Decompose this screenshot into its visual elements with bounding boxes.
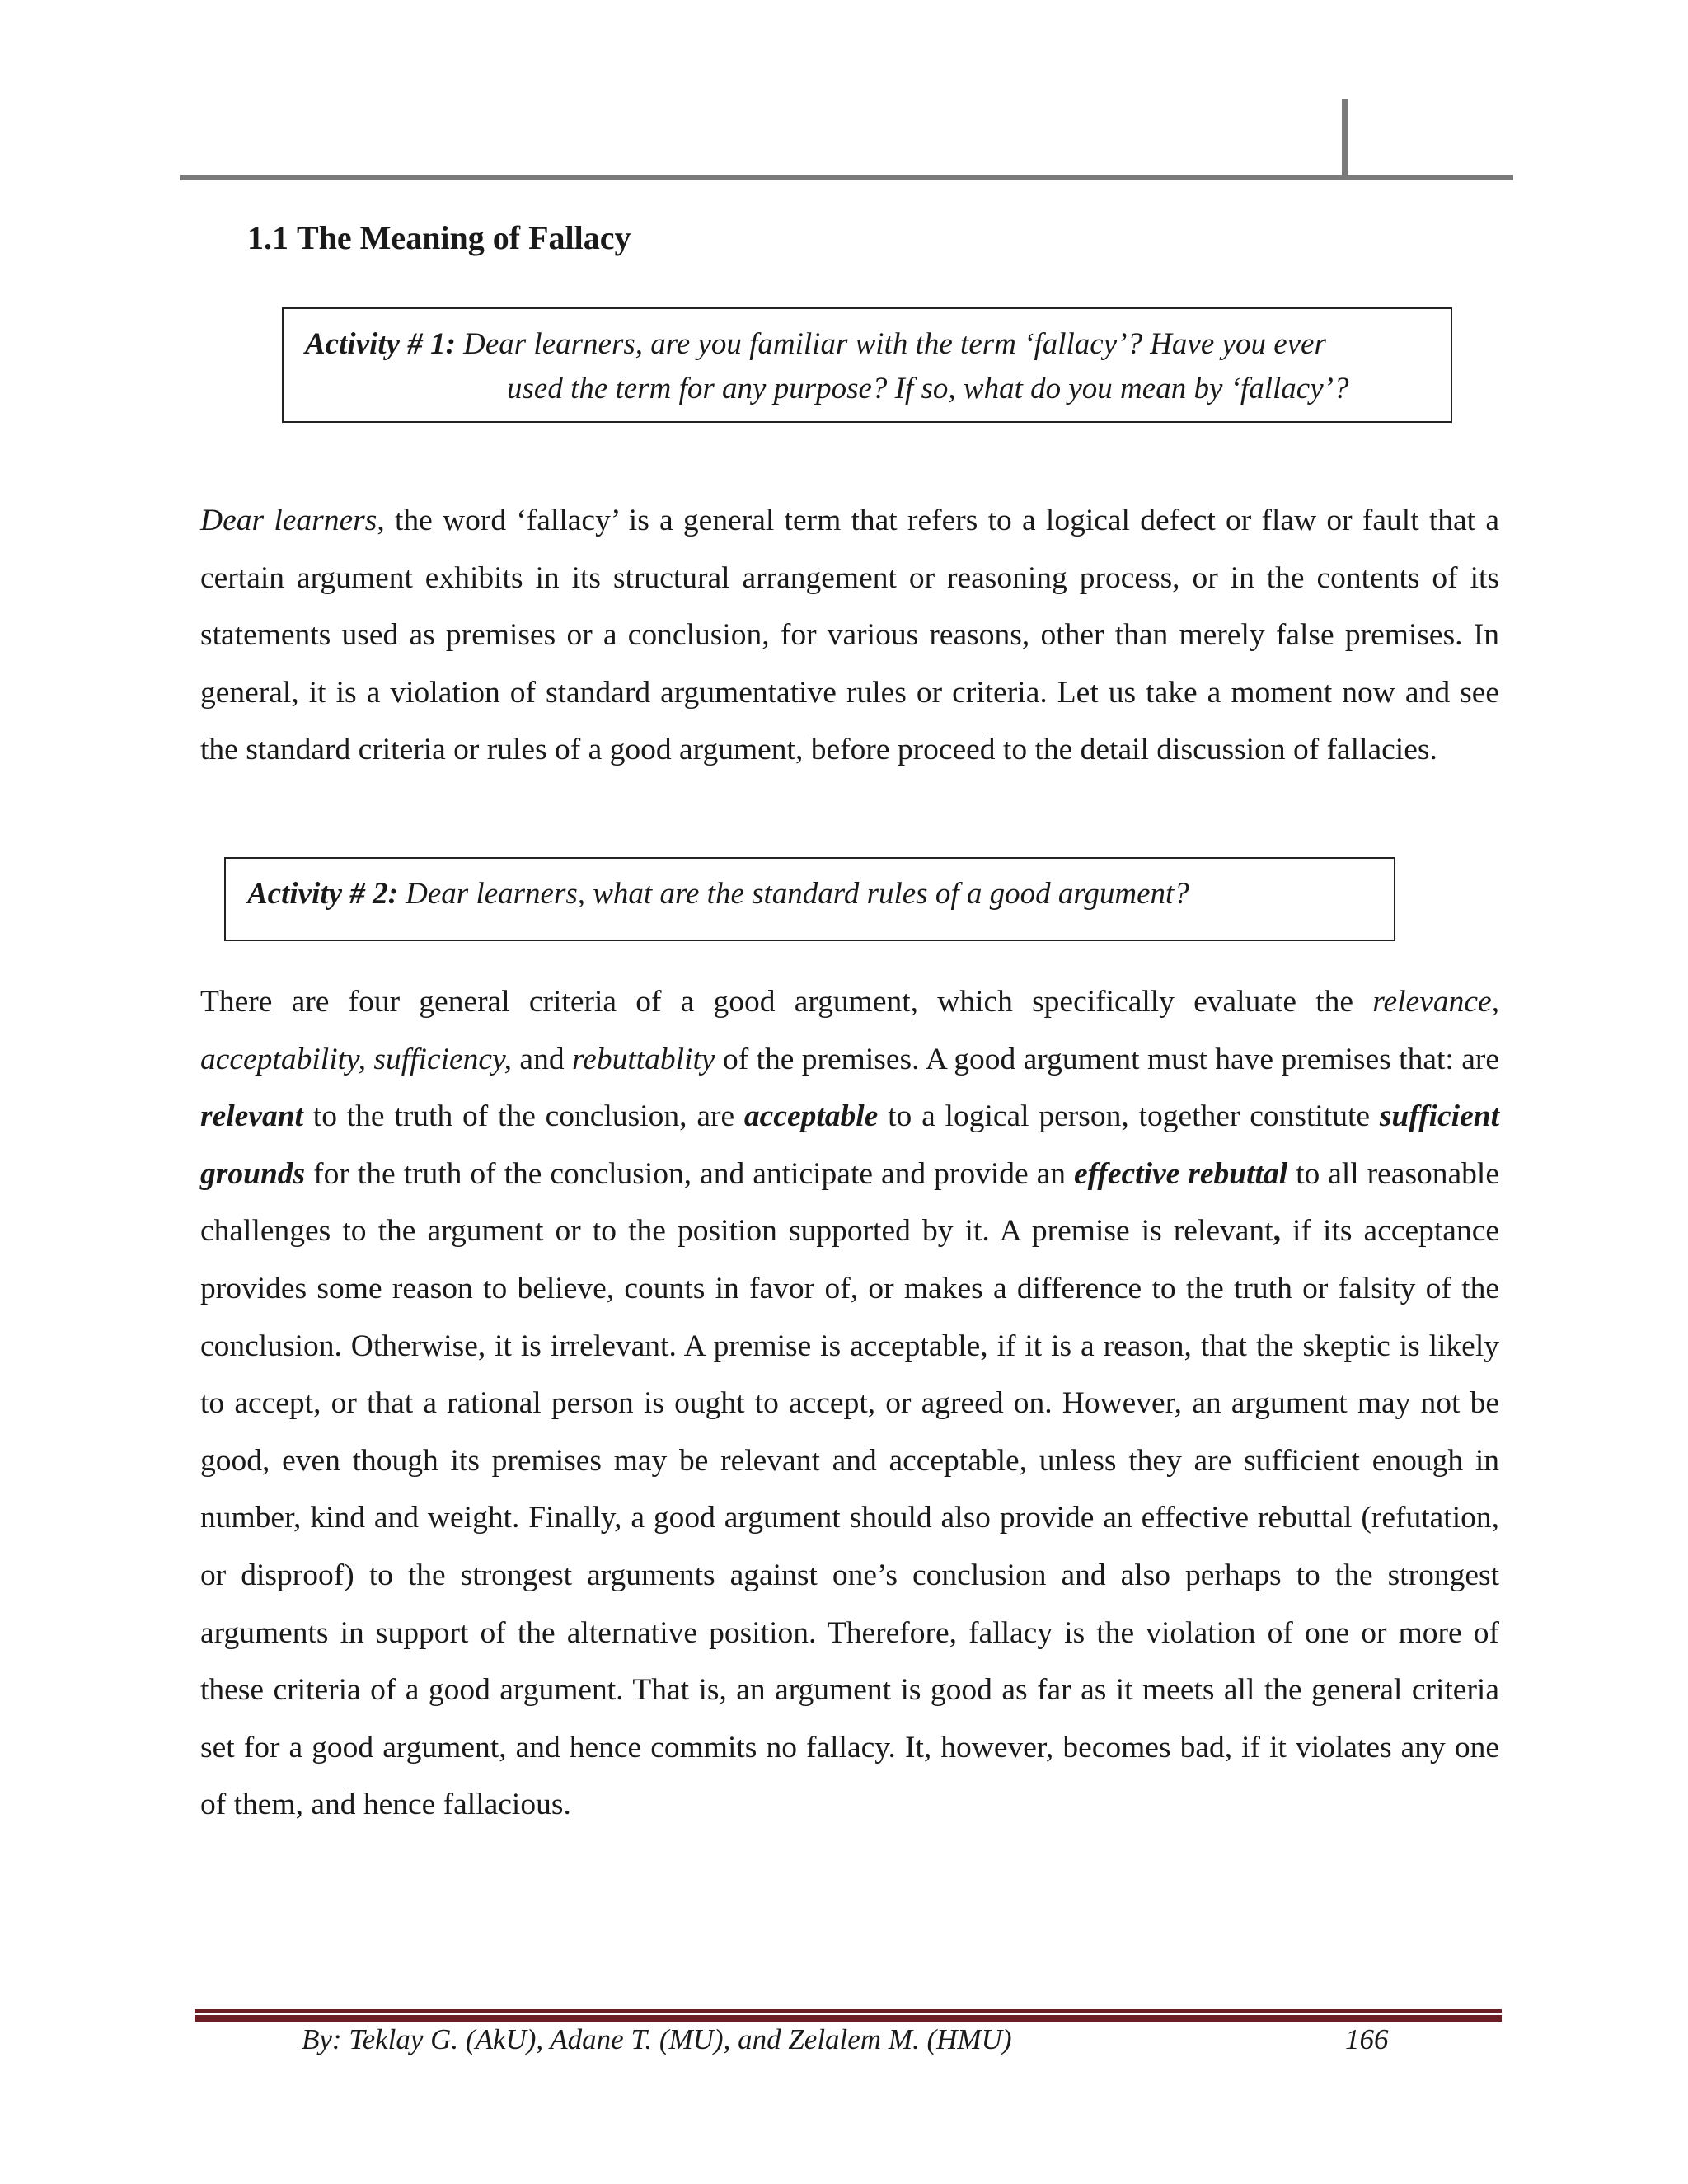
p2-text-4: to the truth of the conclusion, are [302, 1099, 744, 1134]
footer-rule-thick [195, 2015, 1502, 2022]
p2-text-5: to a logical person, together constitute [878, 1099, 1380, 1134]
paragraph-1-text: , the word ‘fallacy’ is a general term that refers to a logical defect or flaw or fault that a certain argument exhibits in its structural arrangement or reasoning process, or in the contents of its statements used as premises or a conclusion, for various reasons, other than merely false premises. In general, it is a violation of standard argumentative rules or criteria. Let us take a moment now and see the standard criteria or rules of a good argument, before proceed to the detail discussion of fallacies. [200, 504, 1499, 767]
footer-rule-thin [195, 2009, 1502, 2013]
paragraph-1 [200, 492, 1499, 779]
header-tick [1342, 99, 1348, 180]
p2-bold-comma: , [1273, 1214, 1281, 1249]
section-heading [247, 218, 631, 257]
activity-1-box [282, 307, 1452, 423]
activity-2-text: Dear learners, what are the standard rules of a good argument? [406, 877, 1189, 911]
p2-text-1: There are four general criteria of a good argument, which specifically evaluate the [200, 985, 1373, 1019]
page-number: 166 [1345, 2023, 1389, 2055]
header-rule [180, 175, 1513, 180]
activity-2-label: Activity # 2: [247, 877, 398, 911]
p2-text-6: for the truth of the conclusion, and anticipate and provide an [305, 1156, 1074, 1191]
activity-1-label: Activity # 1: [305, 327, 456, 361]
p2-criteria-list: relevance, acceptability, sufficiency, [200, 985, 1499, 1076]
paragraph-2 [200, 973, 1499, 1834]
activity-2-box [224, 857, 1395, 941]
activity-1-line1: Dear learners, are you familiar with the term ‘fallacy’? Have you ever [463, 327, 1326, 361]
p2-text-2: and [512, 1042, 572, 1076]
p2-term-acceptable: acceptable [743, 1099, 879, 1134]
p2-term-sufficient-grounds: sufficient grounds [200, 1099, 1499, 1191]
p2-text-3: of the premises. A good argument must have premises that: are [715, 1042, 1499, 1076]
section-number: 1.1 [247, 219, 288, 256]
footer-authors: By: Teklay G. (AkU), Adane T. (MU), and Zelalem M. (HMU) [302, 2023, 1012, 2055]
activity-1-line2: used the term for any purpose? If so, what do you mean by ‘fallacy’? [507, 372, 1349, 405]
p2-text-8: if its acceptance provides some reason to believe, counts in favor of, or makes a difference to the truth or falsity of the conclusion. Otherwise, it is irrelevant. A premise is acceptable, if it is a reason, that the skeptic is likely to accept, or that a rational person is ought to accept, or agreed on. However, an argument may not be good, even though its premises may be relevant and acceptable, unless they are sufficient enough in number, kind and weight. Finally, a good argument should also provide an effective rebuttal (refutation, or disproof) to the strongest arguments against one’s conclusion and also perhaps to the strongest arguments in support of the alternative position. Therefore, fallacy is the violation of one or more of these criteria of a good argument. That is, an argument is good as far as it meets all the general criteria set for a good argument, and hence commits no fallacy. It, however, becomes bad, if it violates any one of them, and hence fallacious. [200, 1214, 1499, 1822]
section-title: The Meaning of Fallacy [297, 219, 631, 256]
p2-rebuttablity: rebuttablity [571, 1042, 715, 1076]
paragraph-1-lead: Dear learners [200, 504, 377, 537]
p2-term-relevant: relevant [200, 1099, 303, 1134]
p2-text-7: to all reasonable challenges to the argument or to the position supported by it. A premise is relevant [200, 1156, 1499, 1249]
p2-term-effective-rebuttal: effective rebuttal [1073, 1156, 1288, 1191]
